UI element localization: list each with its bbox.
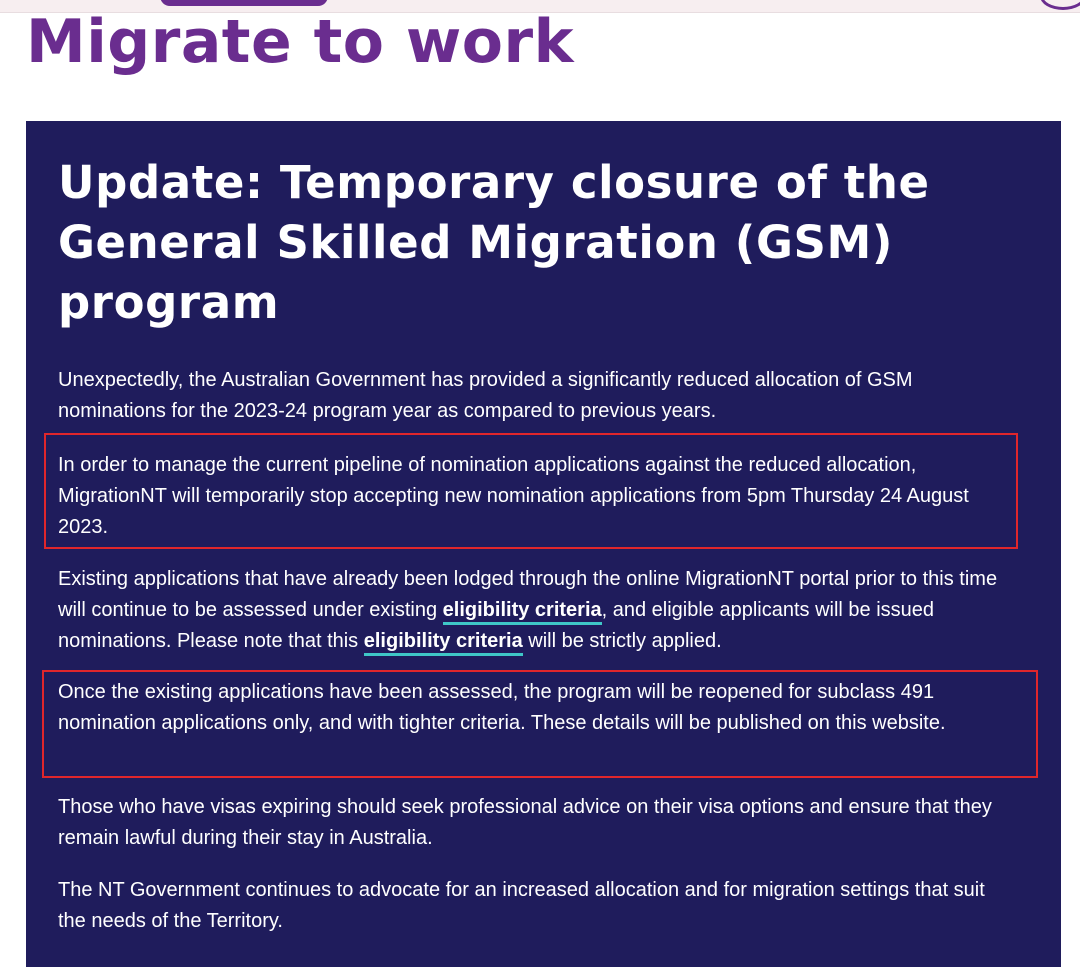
- notice-paragraph-closure: In order to manage the current pipeline of nomination applications against the reduced allocation, MigrationNT will temporarily stop accepting new nomination applications from 5pm Thursday 24 August 2023.: [58, 454, 969, 538]
- eligibility-criteria-link[interactable]: eligibility criteria: [443, 599, 602, 625]
- notice-paragraph-reopening: Once the existing applications have been assessed, the program will be reopened for subclass 491 nomination applications only, and with tighter criteria. These details will be published on this website.: [58, 681, 946, 734]
- text-segment: Existing applications that have already been lodged through the online MigrationNT portal prior to this time will continue to be assessed under existing: [58, 568, 998, 621]
- page-title: Migrate to work: [26, 7, 574, 77]
- notice-heading: Update: Temporary closure of the General Skilled Migration (GSM) program: [58, 156, 930, 329]
- text-segment: will be strictly applied.: [522, 630, 722, 652]
- notice-paragraph-advocacy: The NT Government continues to advocate for an increased allocation and for migration settings that suit the needs of the Territory.: [58, 879, 985, 932]
- header-search-icon[interactable]: [1040, 0, 1080, 10]
- eligibility-criteria-link-2[interactable]: eligibility criteria: [364, 630, 523, 656]
- text-segment: , and eligible applicants will be issued nominations. Please note that this: [58, 599, 935, 652]
- notice-paragraph-visa-advice: Those who have visas expiring should seek professional advice on their visa options and ensure that they remain lawful during their stay in Australia.: [58, 796, 992, 849]
- notice-paragraph-existing-applications: [58, 564, 1018, 657]
- notice-paragraph-allocation: Unexpectedly, the Australian Government has provided a significantly reduced allocation of GSM nominations for the 2023-24 program year as compared to previous years.: [58, 369, 913, 422]
- closure-notice-panel: [26, 121, 1061, 967]
